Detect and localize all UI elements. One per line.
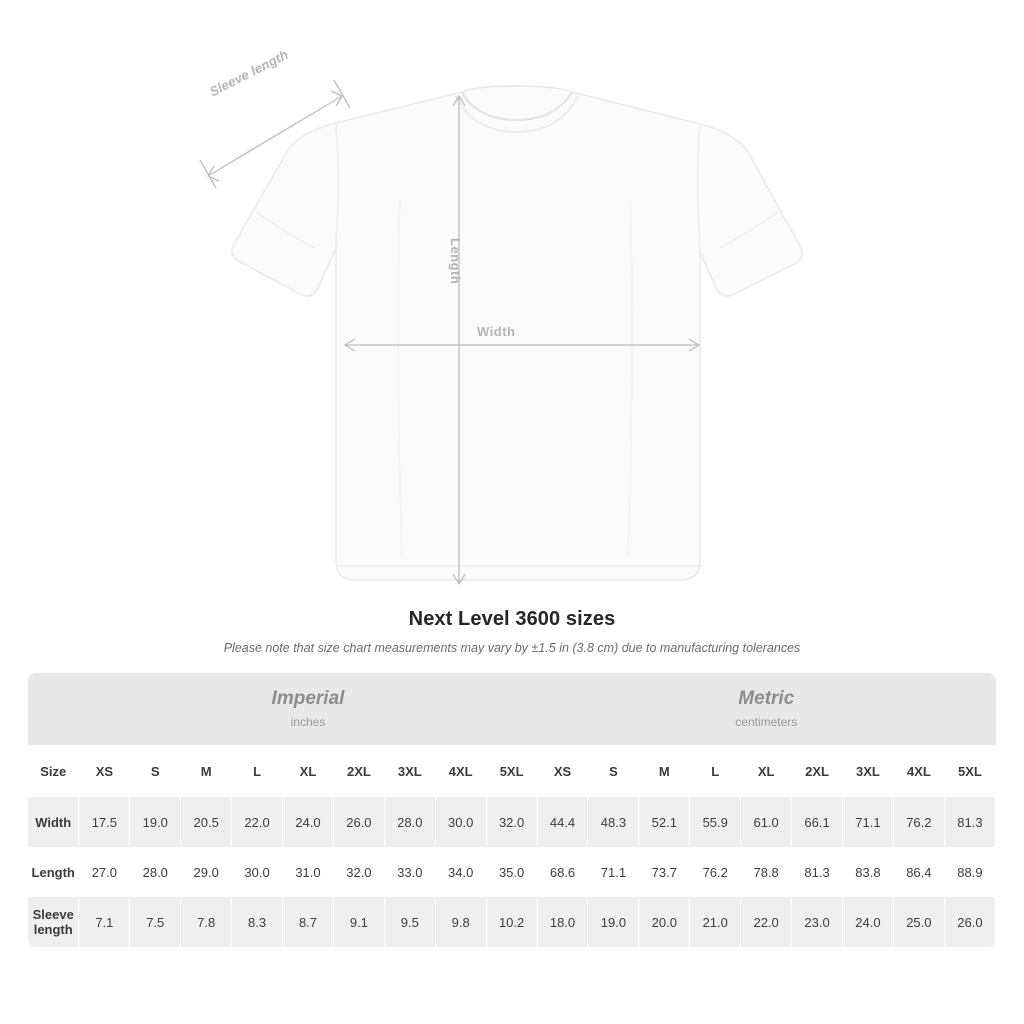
width-label: Width [477,324,516,339]
cell: 22.0 [232,797,283,847]
cell: 24.0 [283,797,334,847]
unit-metric-cell [537,673,995,745]
cell: 30.0 [232,847,283,897]
size-table-wrap [0,673,1024,947]
header-size-cell: S [130,745,181,797]
length-label: Length [448,238,463,285]
cell: 18.0 [537,897,588,947]
header-size-cell: 5XL [486,745,537,797]
header-size-cell: 3XL [843,745,894,797]
table-row [28,847,996,897]
header-size-cell: XL [283,745,334,797]
row-label: Length [28,847,79,897]
header-size-cell: 4XL [893,745,944,797]
cell: 88.9 [944,847,995,897]
header-size-cell: S [588,745,639,797]
cell: 44.4 [537,797,588,847]
size-header-row [28,745,996,797]
cell: 19.0 [130,797,181,847]
cell: 8.3 [232,897,283,947]
header-size-cell: M [639,745,690,797]
table-row [28,797,996,847]
cell: 61.0 [741,797,792,847]
shirt-shape [232,86,802,580]
cell: 8.7 [283,897,334,947]
cell: 28.0 [130,847,181,897]
cell: 28.0 [384,797,435,847]
header-size-cell: XS [537,745,588,797]
title-block [0,608,1024,655]
cell: 20.0 [639,897,690,947]
unit-metric-sub: centimeters [735,714,798,729]
header-size-cell: 2XL [333,745,384,797]
cell: 55.9 [690,797,741,847]
cell: 26.0 [944,897,995,947]
cell: 68.6 [537,847,588,897]
header-size-cell: 2XL [792,745,843,797]
unit-corner-cell [28,673,79,745]
cell: 23.0 [792,897,843,947]
header-size-cell: XS [79,745,130,797]
cell: 25.0 [893,897,944,947]
page-title: Next Level 3600 sizes [408,608,616,630]
cell: 9.5 [384,897,435,947]
cell: 29.0 [181,847,232,897]
header-size-label: Size [28,745,79,797]
cell: 48.3 [588,797,639,847]
cell: 20.5 [181,797,232,847]
header-size-cell: M [181,745,232,797]
cell: 66.1 [792,797,843,847]
header-size-cell: 5XL [944,745,995,797]
unit-metric-name: Metric [738,688,795,710]
unit-header-row [28,673,996,745]
cell: 81.3 [792,847,843,897]
unit-imperial-name: Imperial [271,688,345,710]
sleeve-length-label: Sleeve length [207,46,291,100]
cell: 7.1 [79,897,130,947]
cell: 35.0 [486,847,537,897]
header-size-cell: XL [741,745,792,797]
header-size-cell: L [690,745,741,797]
cell: 27.0 [79,847,130,897]
row-label: Sleeve length [28,897,79,947]
unit-imperial-cell [79,673,537,745]
tolerance-note: Please note that size chart measurements may vary by ±1.5 in (3.8 cm) due to manufacturing tolerances [223,641,801,655]
row-label: Width [28,797,79,847]
cell: 7.5 [130,897,181,947]
header-size-cell: 4XL [435,745,486,797]
cell: 24.0 [843,897,894,947]
header-size-cell: L [232,745,283,797]
cell: 32.0 [333,847,384,897]
cell: 81.3 [944,797,995,847]
cell: 34.0 [435,847,486,897]
cell: 10.2 [486,897,537,947]
cell: 9.8 [435,897,486,947]
cell: 71.1 [588,847,639,897]
cell: 86.4 [893,847,944,897]
cell: 21.0 [690,897,741,947]
header-size-cell: 3XL [384,745,435,797]
cell: 33.0 [384,847,435,897]
cell: 76.2 [893,797,944,847]
cell: 78.8 [741,847,792,897]
cell: 7.8 [181,897,232,947]
cell: 32.0 [486,797,537,847]
cell: 26.0 [333,797,384,847]
size-chart-table [28,673,996,947]
unit-imperial-sub: inches [290,714,326,729]
cell: 73.7 [639,847,690,897]
cell: 52.1 [639,797,690,847]
table-row [28,897,996,947]
cell: 83.8 [843,847,894,897]
cell: 19.0 [588,897,639,947]
cell: 76.2 [690,847,741,897]
cell: 30.0 [435,797,486,847]
cell: 22.0 [741,897,792,947]
cell: 9.1 [333,897,384,947]
cell: 31.0 [283,847,334,897]
cell: 17.5 [79,797,130,847]
cell: 71.1 [843,797,894,847]
